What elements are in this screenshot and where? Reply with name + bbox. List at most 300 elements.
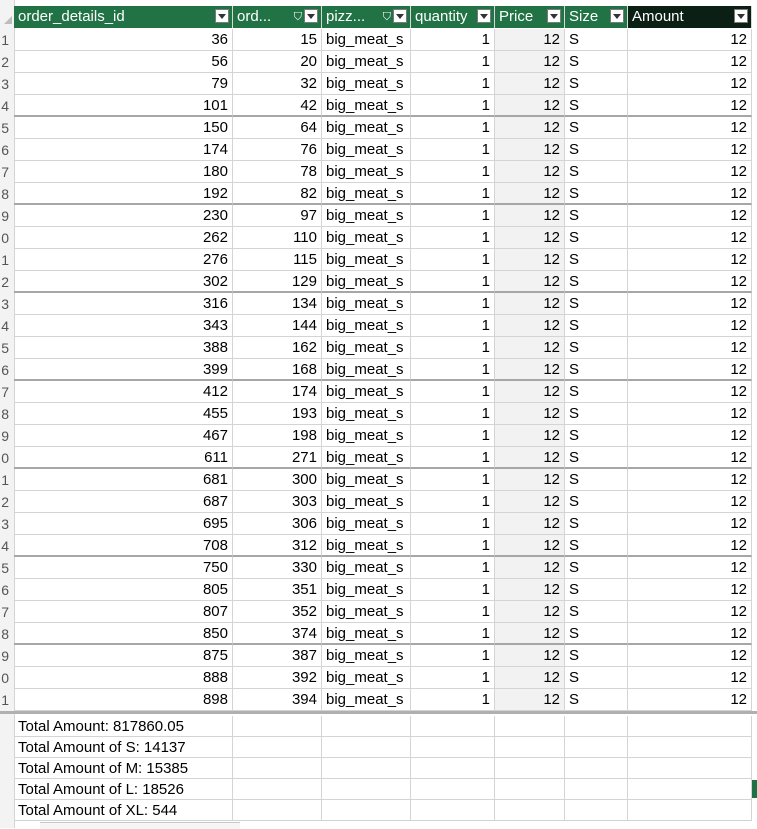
table-cell[interactable]: 695: [14, 513, 233, 535]
table-row[interactable]: [0, 51, 757, 73]
table-cell[interactable]: 1: [411, 381, 495, 403]
table-row[interactable]: [0, 645, 757, 667]
table-cell[interactable]: 12: [628, 535, 752, 557]
table-row[interactable]: [0, 95, 757, 117]
table-row[interactable]: [0, 73, 757, 95]
table-cell[interactable]: 1: [411, 557, 495, 579]
row-number[interactable]: 1: [1, 692, 9, 708]
table-cell[interactable]: 12: [495, 645, 565, 667]
select-all-triangle-icon[interactable]: [4, 16, 12, 24]
row-number[interactable]: 6: [1, 142, 9, 158]
table-cell[interactable]: 12: [495, 667, 565, 689]
table-cell[interactable]: 12: [628, 293, 752, 315]
table-row[interactable]: [0, 491, 757, 513]
table-cell[interactable]: 12: [628, 469, 752, 491]
table-cell[interactable]: 316: [14, 293, 233, 315]
table-cell[interactable]: big_meat_s: [322, 623, 411, 645]
table-cell[interactable]: big_meat_s: [322, 557, 411, 579]
table-cell[interactable]: 180: [14, 161, 233, 183]
table-cell[interactable]: S: [565, 623, 628, 645]
table-cell[interactable]: big_meat_s: [322, 183, 411, 205]
table-cell[interactable]: 399: [14, 359, 233, 381]
table-cell[interactable]: 12: [628, 271, 752, 293]
table-cell[interactable]: 12: [628, 161, 752, 183]
table-cell[interactable]: 12: [495, 29, 565, 51]
table-cell[interactable]: 1: [411, 513, 495, 535]
table-row[interactable]: [0, 447, 757, 469]
table-row[interactable]: [0, 139, 757, 161]
table-cell[interactable]: 306: [233, 513, 322, 535]
row-number[interactable]: 2: [1, 494, 9, 510]
table-cell[interactable]: 1: [411, 491, 495, 513]
row-number[interactable]: 6: [1, 362, 9, 378]
table-cell[interactable]: S: [565, 403, 628, 425]
table-cell[interactable]: big_meat_s: [322, 667, 411, 689]
table-cell[interactable]: 12: [495, 337, 565, 359]
table-cell[interactable]: 850: [14, 623, 233, 645]
table-cell[interactable]: 12: [495, 447, 565, 469]
table-cell[interactable]: S: [565, 117, 628, 139]
table-cell[interactable]: 1: [411, 601, 495, 623]
table-cell[interactable]: S: [565, 315, 628, 337]
table-cell[interactable]: 1: [411, 315, 495, 337]
table-cell[interactable]: 12: [628, 689, 752, 711]
table-cell[interactable]: big_meat_s: [322, 337, 411, 359]
table-row[interactable]: [0, 425, 757, 447]
empty-cell[interactable]: [233, 800, 322, 821]
table-row[interactable]: [0, 205, 757, 227]
table-cell[interactable]: 12: [495, 689, 565, 711]
table-cell[interactable]: 20: [233, 51, 322, 73]
table-cell[interactable]: 79: [14, 73, 233, 95]
empty-cell[interactable]: [322, 779, 411, 800]
table-cell[interactable]: 1: [411, 205, 495, 227]
table-cell[interactable]: 1: [411, 139, 495, 161]
table-cell[interactable]: 12: [495, 381, 565, 403]
table-cell[interactable]: 12: [495, 579, 565, 601]
empty-cell[interactable]: [233, 758, 322, 779]
table-cell[interactable]: big_meat_s: [322, 403, 411, 425]
empty-cell[interactable]: [628, 758, 752, 779]
table-cell[interactable]: 1: [411, 183, 495, 205]
table-cell[interactable]: S: [565, 601, 628, 623]
table-cell[interactable]: 1: [411, 293, 495, 315]
table-cell[interactable]: 681: [14, 469, 233, 491]
table-cell[interactable]: 32: [233, 73, 322, 95]
total-label-cell[interactable]: Total Amount: 817860.05: [14, 716, 233, 737]
row-number[interactable]: 7: [1, 384, 9, 400]
table-cell[interactable]: S: [565, 425, 628, 447]
table-cell[interactable]: 12: [495, 73, 565, 95]
table-cell[interactable]: 1: [411, 117, 495, 139]
table-cell[interactable]: 97: [233, 205, 322, 227]
table-cell[interactable]: 230: [14, 205, 233, 227]
table-cell[interactable]: 36: [14, 29, 233, 51]
total-label-cell[interactable]: Total Amount of L: 18526: [14, 779, 233, 800]
table-cell[interactable]: S: [565, 29, 628, 51]
table-cell[interactable]: 12: [628, 117, 752, 139]
row-number[interactable]: 8: [1, 626, 9, 642]
table-cell[interactable]: 12: [628, 95, 752, 117]
table-cell[interactable]: 455: [14, 403, 233, 425]
table-row[interactable]: [0, 293, 757, 315]
table-cell[interactable]: 12: [495, 623, 565, 645]
table-cell[interactable]: 12: [495, 557, 565, 579]
table-cell[interactable]: 271: [233, 447, 322, 469]
empty-cell[interactable]: [628, 800, 752, 821]
empty-cell[interactable]: [628, 716, 752, 737]
column-header-price[interactable]: [495, 6, 565, 28]
row-number[interactable]: 1: [1, 252, 9, 268]
table-row[interactable]: [0, 315, 757, 337]
table-cell[interactable]: 807: [14, 601, 233, 623]
table-row[interactable]: [0, 557, 757, 579]
table-row[interactable]: [0, 29, 757, 51]
table-cell[interactable]: 12: [495, 139, 565, 161]
table-cell[interactable]: 82: [233, 183, 322, 205]
table-cell[interactable]: big_meat_s: [322, 645, 411, 667]
row-number[interactable]: 3: [1, 296, 9, 312]
column-header-size[interactable]: [565, 6, 628, 28]
table-cell[interactable]: 12: [495, 117, 565, 139]
table-cell[interactable]: 115: [233, 249, 322, 271]
table-cell[interactable]: S: [565, 557, 628, 579]
empty-cell[interactable]: [411, 758, 495, 779]
table-cell[interactable]: 1: [411, 535, 495, 557]
table-cell[interactable]: 64: [233, 117, 322, 139]
table-cell[interactable]: big_meat_s: [322, 95, 411, 117]
empty-cell[interactable]: [411, 800, 495, 821]
table-cell[interactable]: S: [565, 447, 628, 469]
table-cell[interactable]: 174: [233, 381, 322, 403]
table-cell[interactable]: 42: [233, 95, 322, 117]
table-cell[interactable]: 12: [628, 205, 752, 227]
table-cell[interactable]: 1: [411, 227, 495, 249]
table-cell[interactable]: 1: [411, 271, 495, 293]
table-cell[interactable]: 351: [233, 579, 322, 601]
table-row[interactable]: [0, 469, 757, 491]
table-cell[interactable]: 1: [411, 689, 495, 711]
column-header-order-id[interactable]: [233, 6, 322, 28]
row-number[interactable]: 5: [1, 560, 9, 576]
table-cell[interactable]: 12: [495, 95, 565, 117]
table-cell[interactable]: S: [565, 667, 628, 689]
table-cell[interactable]: S: [565, 337, 628, 359]
table-cell[interactable]: 1: [411, 161, 495, 183]
table-row[interactable]: [0, 161, 757, 183]
table-cell[interactable]: 12: [495, 601, 565, 623]
table-cell[interactable]: 12: [628, 491, 752, 513]
table-cell[interactable]: 708: [14, 535, 233, 557]
table-cell[interactable]: 162: [233, 337, 322, 359]
table-cell[interactable]: 12: [628, 425, 752, 447]
table-cell[interactable]: S: [565, 645, 628, 667]
table-cell[interactable]: 352: [233, 601, 322, 623]
table-cell[interactable]: 262: [14, 227, 233, 249]
row-number[interactable]: 8: [1, 406, 9, 422]
row-number[interactable]: 3: [1, 76, 9, 92]
table-cell[interactable]: 1: [411, 447, 495, 469]
row-number[interactable]: 0: [1, 670, 9, 686]
table-cell[interactable]: 12: [495, 469, 565, 491]
table-cell[interactable]: 875: [14, 645, 233, 667]
row-number[interactable]: 0: [1, 230, 9, 246]
table-cell[interactable]: 198: [233, 425, 322, 447]
table-cell[interactable]: 888: [14, 667, 233, 689]
row-number[interactable]: 9: [1, 428, 9, 444]
table-row[interactable]: [0, 359, 757, 381]
table-cell[interactable]: S: [565, 513, 628, 535]
table-row[interactable]: [0, 183, 757, 205]
table-cell[interactable]: 12: [495, 425, 565, 447]
table-cell[interactable]: big_meat_s: [322, 425, 411, 447]
table-cell[interactable]: big_meat_s: [322, 315, 411, 337]
empty-cell[interactable]: [565, 758, 628, 779]
table-cell[interactable]: 12: [628, 645, 752, 667]
empty-cell[interactable]: [628, 737, 752, 758]
row-number[interactable]: 5: [1, 340, 9, 356]
table-cell[interactable]: 12: [495, 535, 565, 557]
table-cell[interactable]: 12: [628, 667, 752, 689]
table-cell[interactable]: 129: [233, 271, 322, 293]
total-label-cell[interactable]: Total Amount of S: 14137: [14, 737, 233, 758]
table-row[interactable]: [0, 381, 757, 403]
table-cell[interactable]: big_meat_s: [322, 359, 411, 381]
table-cell[interactable]: 12: [628, 579, 752, 601]
table-row[interactable]: [0, 249, 757, 271]
empty-cell[interactable]: [628, 779, 752, 800]
empty-cell[interactable]: [565, 716, 628, 737]
table-row[interactable]: [0, 403, 757, 425]
table-cell[interactable]: big_meat_s: [322, 51, 411, 73]
filter-dropdown-icon[interactable]: [610, 9, 624, 23]
table-cell[interactable]: 12: [495, 205, 565, 227]
table-row[interactable]: [0, 117, 757, 139]
table-cell[interactable]: big_meat_s: [322, 139, 411, 161]
table-cell[interactable]: S: [565, 535, 628, 557]
table-cell[interactable]: 805: [14, 579, 233, 601]
table-cell[interactable]: 388: [14, 337, 233, 359]
table-cell[interactable]: big_meat_s: [322, 535, 411, 557]
table-cell[interactable]: big_meat_s: [322, 73, 411, 95]
table-cell[interactable]: 611: [14, 447, 233, 469]
table-cell[interactable]: 1: [411, 425, 495, 447]
table-cell[interactable]: 12: [495, 249, 565, 271]
table-cell[interactable]: 394: [233, 689, 322, 711]
table-cell[interactable]: 1: [411, 579, 495, 601]
table-cell[interactable]: S: [565, 293, 628, 315]
empty-cell[interactable]: [322, 758, 411, 779]
table-cell[interactable]: 12: [495, 51, 565, 73]
empty-cell[interactable]: [495, 800, 565, 821]
empty-cell[interactable]: [411, 779, 495, 800]
table-cell[interactable]: big_meat_s: [322, 513, 411, 535]
table-cell[interactable]: S: [565, 579, 628, 601]
table-row[interactable]: [0, 535, 757, 557]
empty-cell[interactable]: [411, 716, 495, 737]
table-cell[interactable]: 78: [233, 161, 322, 183]
row-number[interactable]: 3: [1, 516, 9, 532]
table-cell[interactable]: 192: [14, 183, 233, 205]
empty-cell[interactable]: [565, 800, 628, 821]
table-cell[interactable]: big_meat_s: [322, 227, 411, 249]
row-number[interactable]: 2: [1, 54, 9, 70]
table-cell[interactable]: 750: [14, 557, 233, 579]
row-number[interactable]: 9: [1, 648, 9, 664]
table-cell[interactable]: S: [565, 183, 628, 205]
table-cell[interactable]: 312: [233, 535, 322, 557]
table-cell[interactable]: 1: [411, 469, 495, 491]
row-number[interactable]: 6: [1, 582, 9, 598]
table-cell[interactable]: 392: [233, 667, 322, 689]
row-number[interactable]: 4: [1, 538, 9, 554]
row-number[interactable]: 7: [1, 604, 9, 620]
table-cell[interactable]: 687: [14, 491, 233, 513]
table-cell[interactable]: 330: [233, 557, 322, 579]
table-cell[interactable]: S: [565, 51, 628, 73]
row-number[interactable]: 7: [1, 164, 9, 180]
table-cell[interactable]: 343: [14, 315, 233, 337]
row-number[interactable]: 5: [1, 120, 9, 136]
table-row[interactable]: [0, 227, 757, 249]
table-cell[interactable]: 193: [233, 403, 322, 425]
table-cell[interactable]: 1: [411, 337, 495, 359]
table-cell[interactable]: 1: [411, 667, 495, 689]
table-cell[interactable]: S: [565, 271, 628, 293]
table-cell[interactable]: 12: [628, 29, 752, 51]
table-row[interactable]: [0, 689, 757, 711]
table-cell[interactable]: 12: [628, 447, 752, 469]
row-number[interactable]: 4: [1, 318, 9, 334]
empty-cell[interactable]: [495, 737, 565, 758]
table-cell[interactable]: S: [565, 205, 628, 227]
table-row[interactable]: [0, 601, 757, 623]
table-cell[interactable]: 12: [628, 73, 752, 95]
filter-dropdown-icon[interactable]: [393, 9, 407, 23]
table-cell[interactable]: 12: [495, 271, 565, 293]
table-cell[interactable]: S: [565, 139, 628, 161]
table-cell[interactable]: big_meat_s: [322, 29, 411, 51]
table-cell[interactable]: 1: [411, 403, 495, 425]
table-cell[interactable]: 168: [233, 359, 322, 381]
table-cell[interactable]: 150: [14, 117, 233, 139]
filter-dropdown-icon[interactable]: [547, 9, 561, 23]
table-cell[interactable]: 12: [628, 403, 752, 425]
table-cell[interactable]: big_meat_s: [322, 491, 411, 513]
table-cell[interactable]: 12: [628, 249, 752, 271]
table-cell[interactable]: 12: [628, 557, 752, 579]
table-cell[interactable]: 467: [14, 425, 233, 447]
table-cell[interactable]: S: [565, 73, 628, 95]
table-cell[interactable]: 12: [628, 513, 752, 535]
table-cell[interactable]: 174: [14, 139, 233, 161]
table-cell[interactable]: 898: [14, 689, 233, 711]
table-cell[interactable]: 1: [411, 95, 495, 117]
table-cell[interactable]: 1: [411, 645, 495, 667]
table-cell[interactable]: 12: [495, 491, 565, 513]
table-cell[interactable]: big_meat_s: [322, 161, 411, 183]
selection-handle[interactable]: [752, 780, 757, 798]
table-cell[interactable]: big_meat_s: [322, 205, 411, 227]
empty-cell[interactable]: [565, 737, 628, 758]
table-cell[interactable]: S: [565, 469, 628, 491]
table-cell[interactable]: 12: [628, 359, 752, 381]
table-cell[interactable]: 300: [233, 469, 322, 491]
table-cell[interactable]: 56: [14, 51, 233, 73]
table-cell[interactable]: S: [565, 249, 628, 271]
empty-cell[interactable]: [233, 779, 322, 800]
table-cell[interactable]: 12: [495, 403, 565, 425]
table-row[interactable]: [0, 337, 757, 359]
table-cell[interactable]: big_meat_s: [322, 271, 411, 293]
row-number[interactable]: 4: [1, 98, 9, 114]
column-header-quantity[interactable]: [411, 6, 495, 28]
table-cell[interactable]: S: [565, 95, 628, 117]
table-cell[interactable]: 12: [495, 227, 565, 249]
table-cell[interactable]: 12: [495, 513, 565, 535]
filter-dropdown-icon[interactable]: [734, 9, 748, 23]
table-cell[interactable]: 302: [14, 271, 233, 293]
empty-cell[interactable]: [233, 737, 322, 758]
table-row[interactable]: [0, 513, 757, 535]
table-cell[interactable]: 15: [233, 29, 322, 51]
table-cell[interactable]: 12: [628, 381, 752, 403]
table-cell[interactable]: big_meat_s: [322, 249, 411, 271]
table-row[interactable]: [0, 667, 757, 689]
table-cell[interactable]: 12: [495, 359, 565, 381]
table-cell[interactable]: 110: [233, 227, 322, 249]
empty-cell[interactable]: [322, 800, 411, 821]
table-cell[interactable]: 374: [233, 623, 322, 645]
table-cell[interactable]: 12: [495, 183, 565, 205]
table-cell[interactable]: 12: [495, 315, 565, 337]
table-cell[interactable]: 303: [233, 491, 322, 513]
table-cell[interactable]: 12: [495, 161, 565, 183]
row-number[interactable]: 2: [1, 274, 9, 290]
table-row[interactable]: [0, 623, 757, 645]
empty-cell[interactable]: [565, 779, 628, 800]
table-cell[interactable]: big_meat_s: [322, 689, 411, 711]
table-cell[interactable]: 144: [233, 315, 322, 337]
empty-cell[interactable]: [322, 737, 411, 758]
table-cell[interactable]: 12: [628, 227, 752, 249]
table-cell[interactable]: big_meat_s: [322, 293, 411, 315]
row-number[interactable]: 8: [1, 186, 9, 202]
table-cell[interactable]: 276: [14, 249, 233, 271]
empty-cell[interactable]: [495, 758, 565, 779]
empty-cell[interactable]: [495, 779, 565, 800]
filter-dropdown-icon[interactable]: [304, 9, 318, 23]
table-cell[interactable]: big_meat_s: [322, 447, 411, 469]
table-cell[interactable]: 412: [14, 381, 233, 403]
table-cell[interactable]: 12: [628, 315, 752, 337]
table-cell[interactable]: 1: [411, 29, 495, 51]
table-cell[interactable]: S: [565, 689, 628, 711]
table-row[interactable]: [0, 579, 757, 601]
table-cell[interactable]: big_meat_s: [322, 117, 411, 139]
empty-cell[interactable]: [322, 716, 411, 737]
table-cell[interactable]: 1: [411, 249, 495, 271]
row-number[interactable]: 9: [1, 208, 9, 224]
table-cell[interactable]: big_meat_s: [322, 469, 411, 491]
table-row[interactable]: [0, 271, 757, 293]
table-cell[interactable]: big_meat_s: [322, 381, 411, 403]
column-header-order-details-id[interactable]: [14, 6, 233, 28]
table-cell[interactable]: S: [565, 227, 628, 249]
table-cell[interactable]: 12: [628, 183, 752, 205]
table-cell[interactable]: big_meat_s: [322, 579, 411, 601]
table-cell[interactable]: 12: [628, 337, 752, 359]
